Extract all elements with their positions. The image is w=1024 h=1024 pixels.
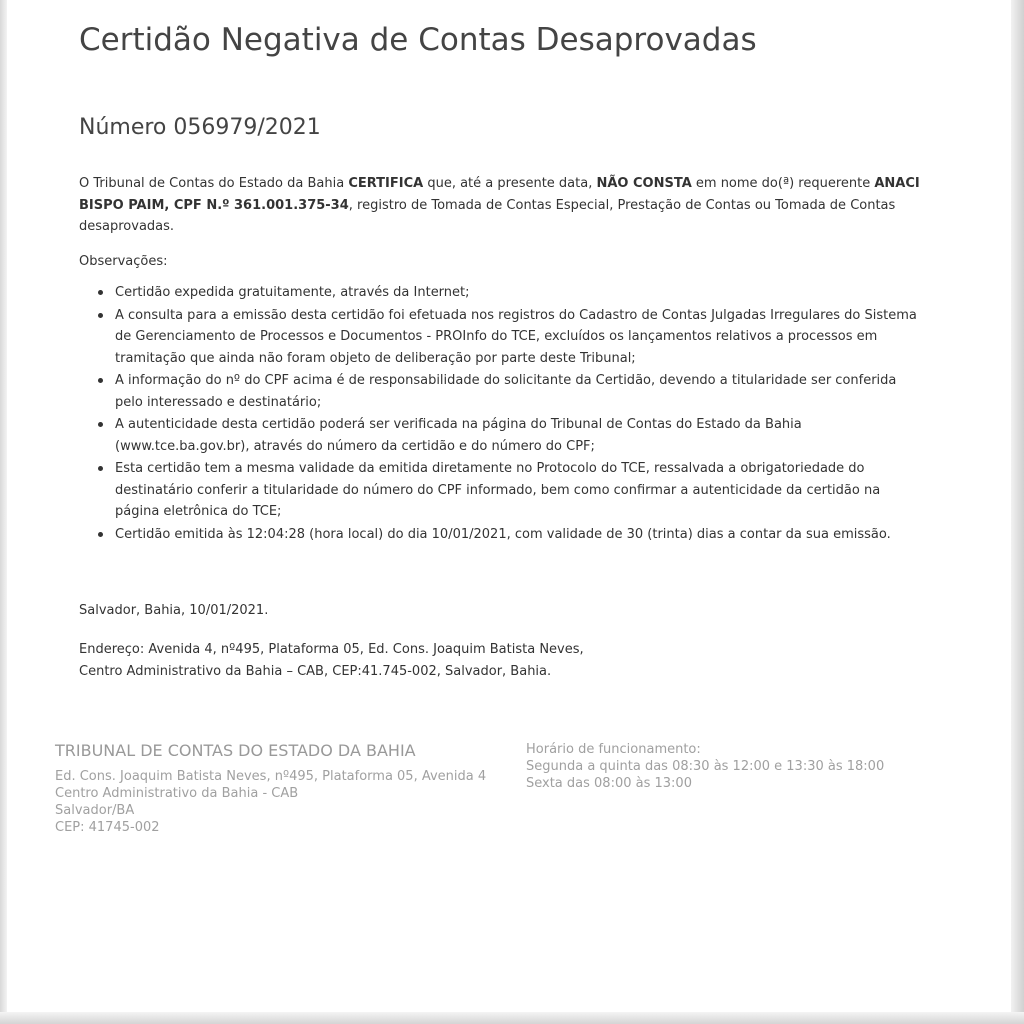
page-border-right [1011,0,1024,1024]
observation-item: A consulta para a emissão desta certidão foi efetuada nos registros do Cadastro de Contas Julgadas Irregulares do Sistema de Gerenciamento de Processos e Documentos - PROInfo do TCE, excluídos os lançamentos relativos a processos em tramitação que ainda não foram objeto de deliberação por parte deste Tribunal; [115,305,944,370]
observation-item: Certidão emitida às 12:04:28 (hora local) do dia 10/01/2021, com validade de 30 (trinta) dias a contar da sua emissão. [115,524,944,546]
hours-title: Horário de funcionamento: [526,742,701,757]
page-border-bottom [0,1012,1024,1024]
footer-address [55,768,486,836]
footer-address-line: Ed. Cons. Joaquim Batista Neves, nº495, Plataforma 05, Avenida 4 [55,769,487,784]
footer-hours [526,741,884,792]
observation-item: A autenticidade desta certidão poderá ser verificada na página do Tribunal de Contas do Estado da Bahia (www.tce.ba.gov.br), através do número da certidão e do número do CPF; [115,414,944,457]
cert-bold-nao-consta: NÃO CONSTA [596,176,692,191]
observation-item: Esta certidão tem a mesma validade da emitida diretamente no Protocolo do TCE, ressalvada a obrigatoriedade do destinatário conferir a titularidade do número do CPF informado, bem como confirmar a autenticidade da certidão na página eletrônica do TCE; [115,458,944,523]
page-border-left [0,0,7,1024]
address-line: Centro Administrativo da Bahia – CAB, CEP:41.745-002, Salvador, Bahia. [79,664,552,679]
hours-line: Sexta das 08:00 às 13:00 [526,776,692,791]
certificate-body [79,173,944,546]
observation-item: A informação do nº do CPF acima é de responsabilidade do solicitante da Certidão, devendo a titularidade ser conferida pelo interessado e destinatário; [115,370,944,413]
footer-address-line: Salvador/BA [55,803,135,818]
document-title: Certidão Negativa de Contas Desaprovadas [79,22,757,58]
cert-text-2: que, até a presente data, [423,176,597,191]
hours-line: Segunda a quinta das 08:30 às 12:00 e 13:30 às 18:00 [526,759,885,774]
footer-org-name: TRIBUNAL DE CONTAS DO ESTADO DA BAHIA [55,741,416,760]
cert-bold-certifica: CERTIFICA [348,176,424,191]
footer-organization [55,741,486,836]
footer-address-line: Centro Administrativo da Bahia - CAB [55,786,299,801]
observations-list [79,282,944,545]
cert-text-1: O Tribunal de Contas do Estado da Bahia [79,176,349,191]
cert-bold-requerente: ANACI BISPO PAIM, CPF N.º 361.001.375-34 [79,176,920,213]
place-date: Salvador, Bahia, 10/01/2021. [79,603,269,618]
observation-item: Certidão expedida gratuitamente, através da Internet; [115,282,944,304]
observations-label: Observações: [79,253,168,269]
footer-address-line: CEP: 41745-002 [55,820,160,835]
certificate-number: Número 056979/2021 [79,115,321,140]
cert-text-4: , registro de Tomada de Contas Especial, Prestação de Contas ou Tomada de Contas desaprovadas. [79,197,896,234]
address-line: Endereço: Avenida 4, nº495, Plataforma 05, Ed. Cons. Joaquim Batista Neves, [79,642,584,657]
certification-paragraph [79,173,944,238]
cert-text-3: em nome do(ª) requerente [691,176,875,191]
address-block [79,639,584,683]
